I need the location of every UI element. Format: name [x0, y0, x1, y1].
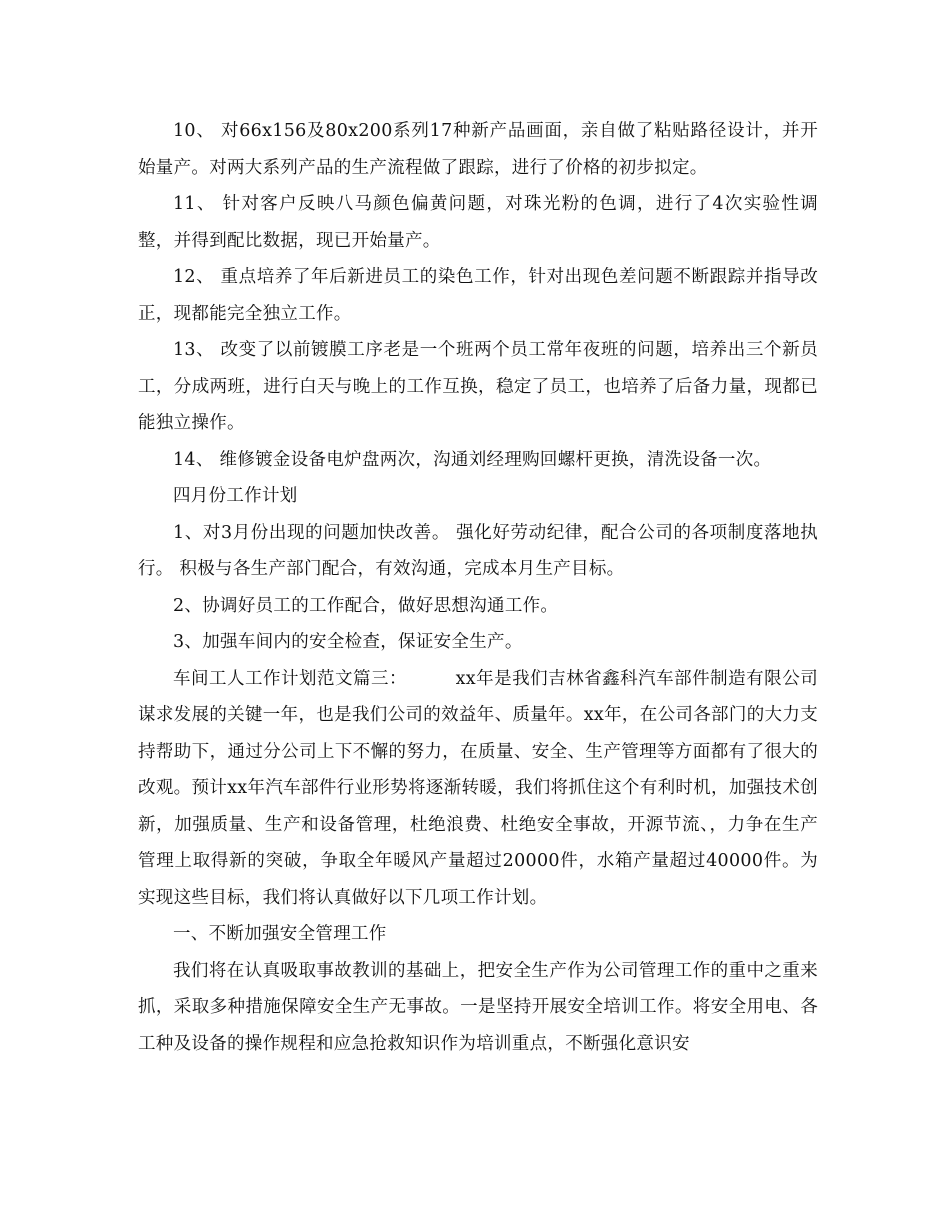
paragraph-item-13: 13、 改变了以前镀膜工序老是一个班两个员工常年夜班的问题，培养出三个新员工，分成两班，进行白天与晚上的工作互换，稳定了员工，也培养了后备力量，现都已能独立操作。	[138, 340, 818, 433]
paragraph-item-10: 10、 对66x156及80x200系列17种新产品画面，亲自做了粘贴路径设计，并开始量产。对两大系列产品的生产流程做了跟踪，进行了价格的初步拟定。	[138, 121, 818, 178]
paragraph-item-14: 14、 维修镀金设备电炉盘两次，沟通刘经理购回螺杆更换，清洗设备一次。	[173, 449, 772, 470]
section-heading-april-plan: 四月份工作计划	[173, 486, 298, 506]
paragraph-item-12: 12、 重点培养了年后新进员工的染色工作，针对出现色差问题不断跟踪并指导改正，现都能完全独立工作。	[138, 267, 818, 324]
document-body	[138, 113, 818, 1062]
safety-paragraph: 我们将在认真吸取事故教训的基础上，把安全生产作为公司管理工作的重中之重来抓，采取多种措施保障安全生产无事故。一是坚持开展安全培训工作。将安全用电、各工种及设备的操作规程和应急抢救知识作为培训重点，不断强化意识安	[138, 960, 818, 1054]
plan-item-2: 2、协调好员工的工作配合，做好思想沟通工作。	[173, 595, 559, 616]
section-heading-safety: 一、不断加强安全管理工作	[173, 924, 387, 944]
plan-item-1: 1、对3月份出现的问题加快改善。 强化好劳动纪律，配合公司的各项制度落地执行。 积极与各生产部门配合，有效沟通，完成本月生产目标。	[138, 522, 818, 579]
sample-article-three-paragraph: 车间工人工作计划范文篇三： xx年是我们吉林省鑫科汽车部件制造有限公司谋求发展的关键一年，也是我们公司的效益年、质量年。xx年，在公司各部门的大力支持帮助下，通过分公司上下不懈的努力，在质量、安全、生产管理等方面都有了很大的改观。预计xx年汽车部件行业形势将逐渐转暖，我们将抓住这个有利时机，加强技术创新，加强质量、生产和设备管理，杜绝浪费、杜绝安全事故，开源节流、，力争在生产管理上取得新的突破，争取全年暖风产量超过20000件，水箱产量超过40000件。为实现这些目标，我们将认真做好以下几项工作计划。	[138, 668, 818, 908]
paragraph-item-11: 11、 针对客户反映八马颜色偏黄问题，对珠光粉的色调，进行了4次实验性调整，并得到配比数据，现已开始量产。	[138, 194, 818, 251]
plan-item-3: 3、加强车间内的安全检查，保证安全生产。	[173, 632, 523, 652]
